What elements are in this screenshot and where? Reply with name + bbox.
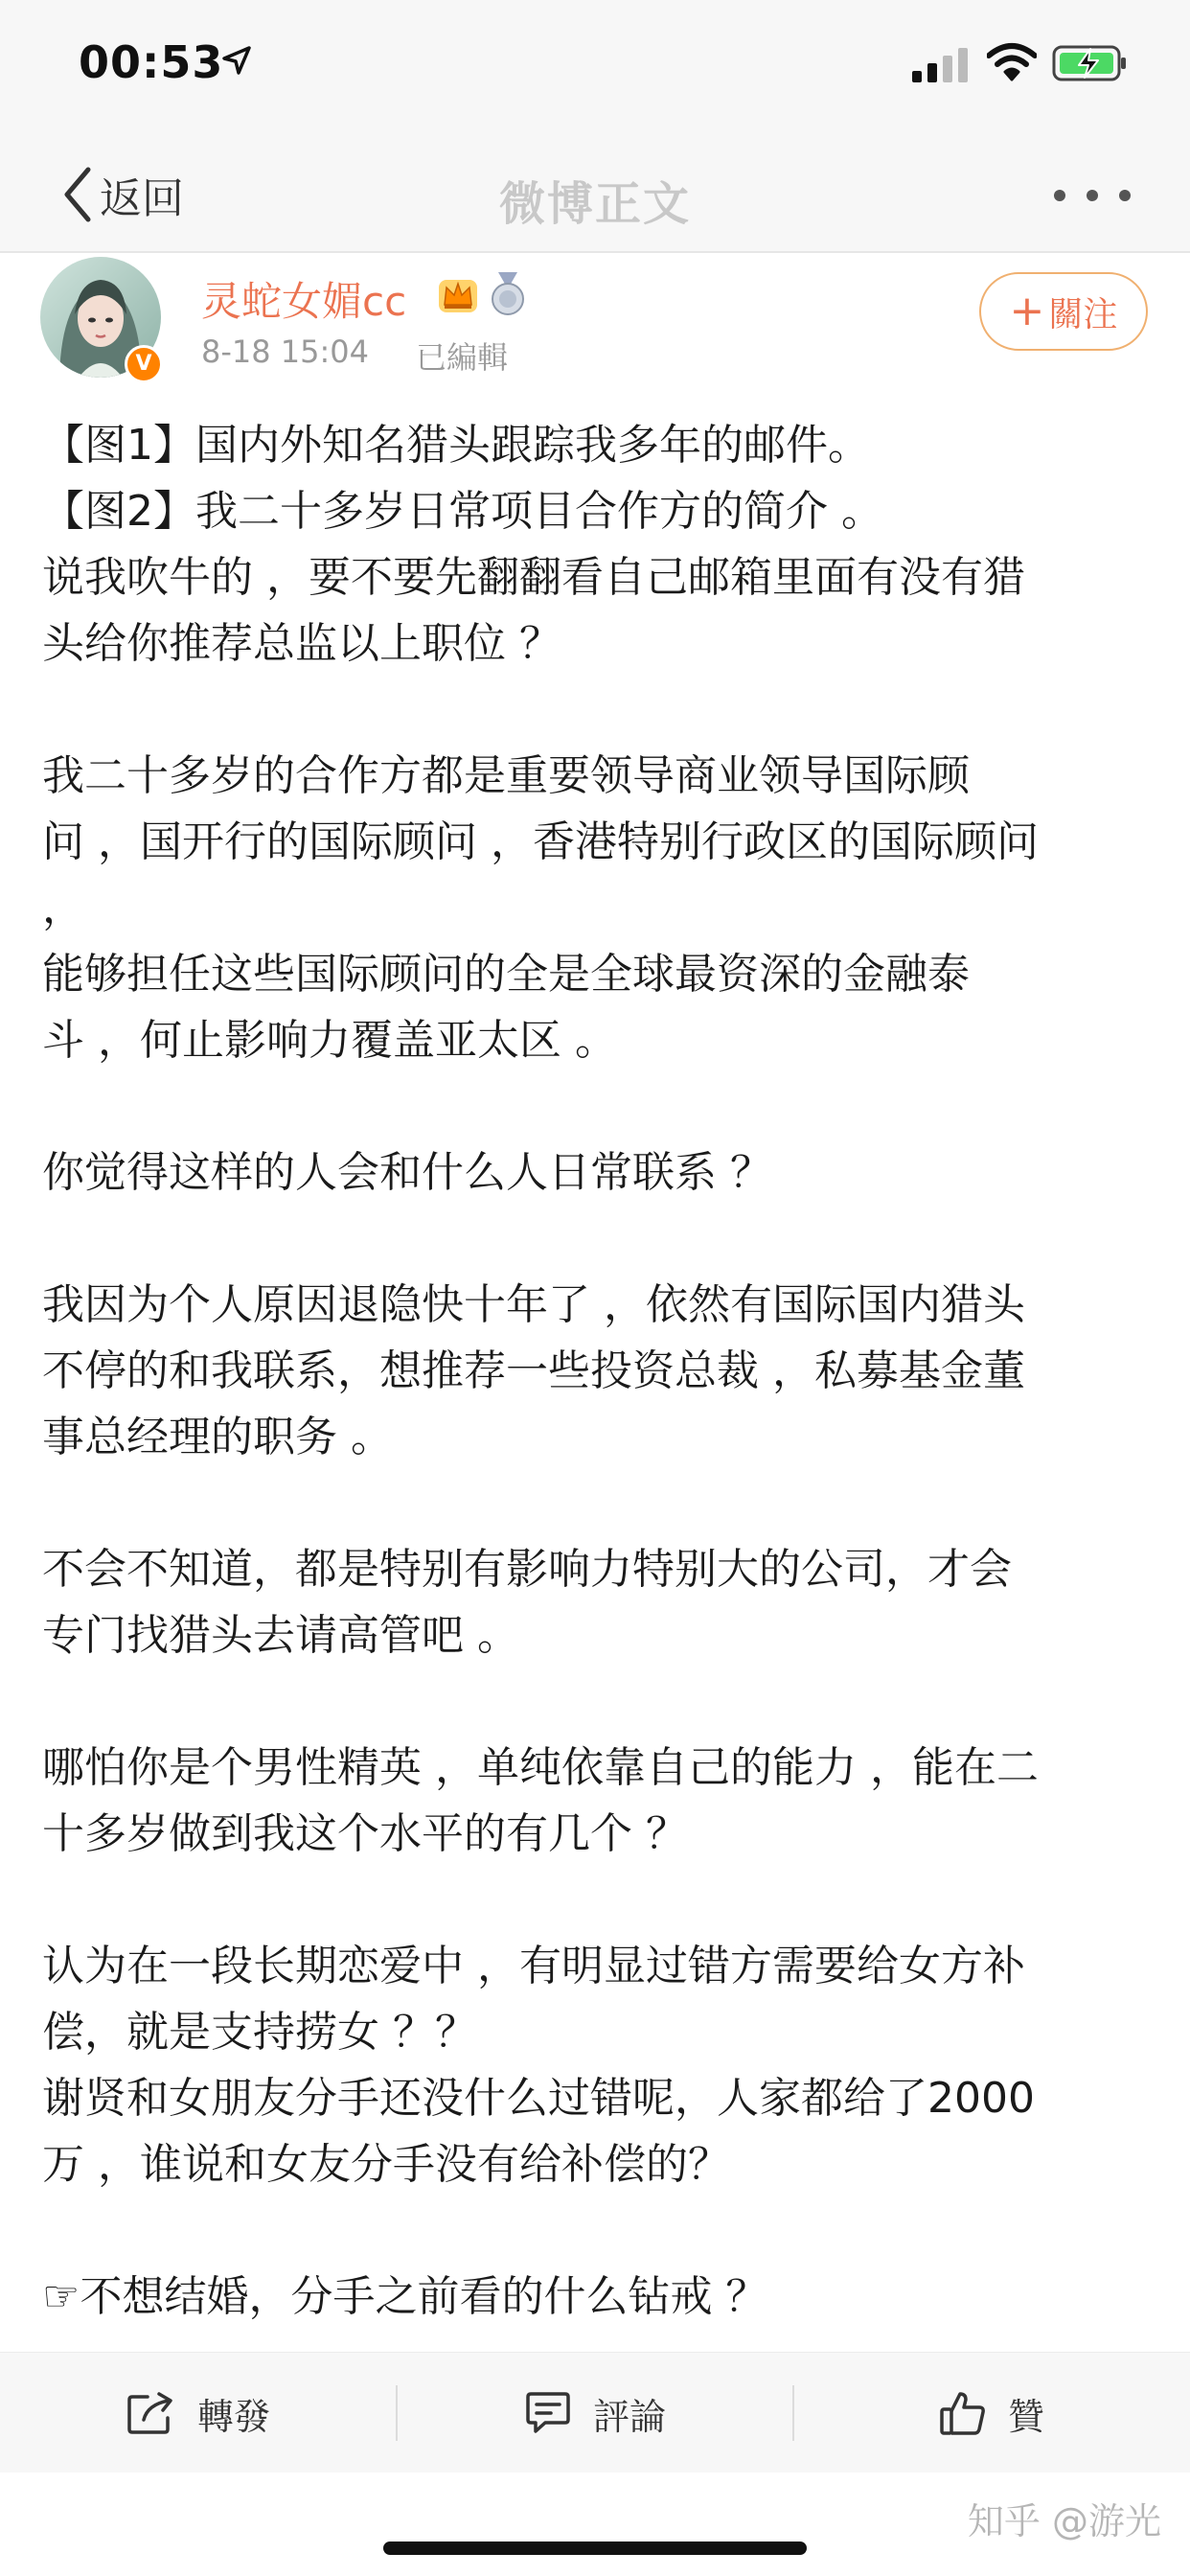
post-text-line: 我二十多岁的合作方都是重要领导商业领导国际顾 xyxy=(42,751,970,800)
nav-bar xyxy=(0,134,1190,253)
post-text-line: 哪怕你是个男性精英 ，单纯依靠自己的能力 ，能在二 xyxy=(42,1743,1039,1792)
page-title: 微博正文 xyxy=(498,177,691,231)
post-text-line: 【图2】我二十多岁日常项目合作方的简介 。 xyxy=(42,487,883,536)
dot-icon xyxy=(1119,190,1131,201)
author-name[interactable]: 灵蛇女媚cc xyxy=(201,278,407,325)
post-text-line: 问 ，国开行的国际顾问 ，香港特别行政区的国际顾问 xyxy=(42,817,1039,866)
wifi-icon xyxy=(987,42,1037,82)
post-text-line: ， xyxy=(42,884,84,932)
post-text-line: 你觉得这样的人会和什么人日常联系 ？ xyxy=(42,1148,772,1197)
plus-icon: + xyxy=(1009,287,1045,335)
post-text-line: ☞不想结婚，分手之前看的什么钻戒 ？ xyxy=(42,2272,768,2321)
post-text-line: 能够担任这些国际顾问的全是全球最资深的金融泰 xyxy=(42,950,970,999)
post-text-line: 【图1】国内外知名猎头跟踪我多年的邮件。 xyxy=(42,421,870,470)
post-paragraph xyxy=(42,412,1154,677)
bottom-toolbar xyxy=(0,2352,1190,2472)
author-header xyxy=(0,253,1190,387)
watermark: 知乎 @游光 xyxy=(967,2500,1161,2542)
post-text-line: 斗 ，何止影响力覆盖亚太区 。 xyxy=(42,1016,617,1065)
status-bar xyxy=(0,0,1190,134)
edited-label: 已編輯 xyxy=(416,339,509,376)
post-paragraph xyxy=(42,1536,1154,1668)
post-paragraph xyxy=(42,2264,1154,2330)
post-text-line: 不停的和我联系，想推荐一些投资总裁 ，私募基金董 xyxy=(42,1346,1025,1395)
post-paragraph xyxy=(42,743,1154,1073)
repost-button[interactable] xyxy=(0,2353,397,2473)
follow-button[interactable] xyxy=(979,272,1148,351)
status-time: 00:53 xyxy=(79,36,224,88)
more-options-button[interactable] xyxy=(1054,176,1131,215)
like-label: 贊 xyxy=(1007,2395,1044,2438)
post-text-line: 谢贤和女朋友分手还没什么过错呢，人家都给了2000 xyxy=(42,2074,1035,2123)
comment-icon xyxy=(524,2391,572,2435)
post-text-line: 说我吹牛的 ，要不要先翻翻看自己邮箱里面有没有猎 xyxy=(42,553,1025,602)
like-button[interactable] xyxy=(793,2353,1190,2473)
post-paragraph xyxy=(42,1933,1154,2197)
comment-label: 評論 xyxy=(592,2395,666,2438)
post-text-line: 事总经理的职务 。 xyxy=(42,1413,393,1461)
post-paragraph xyxy=(42,1139,1154,1206)
post-timestamp: 8-18 15:04 xyxy=(201,334,370,370)
crown-icon xyxy=(437,274,479,316)
signal-icon xyxy=(912,48,970,82)
post-text-line: 我因为个人原因退隐快十年了 ，依然有国际国内猎头 xyxy=(42,1280,1025,1329)
comment-button[interactable] xyxy=(397,2353,793,2473)
post-paragraph xyxy=(42,1272,1154,1470)
post-text-line: 不会不知道，都是特别有影响力特别大的公司，才会 xyxy=(42,1545,1012,1594)
bottom-safe-area xyxy=(0,2472,1190,2576)
thumbs-up-icon xyxy=(939,2390,987,2436)
post-text-line: 万 ，谁说和女友分手没有给补偿的？ xyxy=(42,2140,730,2189)
follow-label: 關注 xyxy=(1048,294,1118,334)
home-indicator[interactable] xyxy=(383,2542,807,2555)
dot-icon xyxy=(1087,190,1098,201)
battery-charging-icon xyxy=(1052,44,1129,82)
repost-icon xyxy=(126,2391,176,2435)
location-arrow-icon xyxy=(220,44,253,77)
repost-label: 轉發 xyxy=(196,2395,270,2438)
post-text-line: 头给你推荐总监以上职位 ？ xyxy=(42,619,561,668)
back-label: 返回 xyxy=(100,174,184,223)
post-text-line: 十多岁做到我这个水平的有几个 ？ xyxy=(42,1809,688,1858)
post-text-line: 专门找猎头去请高管吧 。 xyxy=(42,1611,519,1660)
post-paragraph xyxy=(42,1735,1154,1867)
post-body xyxy=(42,412,1154,2348)
post-text-line: 偿，就是支持捞女 ？？ xyxy=(42,2008,477,2057)
verified-badge: V xyxy=(125,345,163,383)
post-text-line: 认为在一段长期恋爱中 ，有明显过错方需要给女方补 xyxy=(42,1942,1025,1990)
dot-icon xyxy=(1054,190,1065,201)
medal-icon xyxy=(487,270,529,316)
